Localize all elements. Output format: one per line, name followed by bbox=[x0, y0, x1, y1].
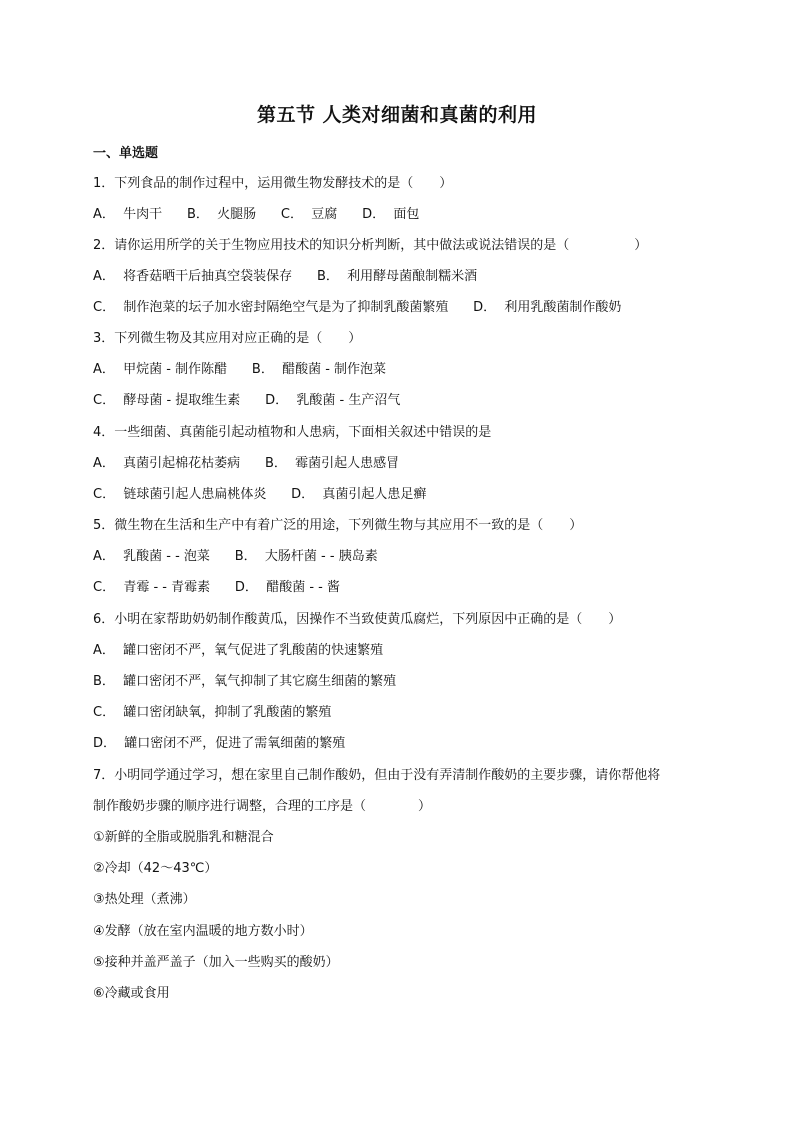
question-7-continued: 制作酸奶步骤的顺序进行调整，合理的工序是（ ） bbox=[93, 799, 432, 814]
question-3: 3．下列微生物及其应用对应正确的是（ ） bbox=[93, 331, 362, 346]
step-2: ②冷却（42～43℃） bbox=[93, 861, 218, 876]
step-6: ⑥冷藏或食用 bbox=[93, 986, 170, 1001]
question-4: 4．一些细菌、真菌能引起动植物和人患病，下面相关叙述中错误的是 bbox=[93, 425, 492, 440]
question-1-options: A． 牛肉干 B． 火腿肠 C． 豆腐 D． 面包 bbox=[93, 207, 420, 222]
question-2: 2．请你运用所学的关于生物应用技术的知识分析判断，其中做法或说法错误的是（ ） bbox=[93, 238, 648, 253]
question-6-option-a: A． 罐口密闭不严，氧气促进了乳酸菌的快速繁殖 bbox=[93, 643, 384, 658]
step-5: ⑤接种并盖严盖子（加入一些购买的酸奶） bbox=[93, 955, 339, 970]
question-6-option-c: C． 罐口密闭缺氧，抑制了乳酸菌的繁殖 bbox=[93, 705, 332, 720]
question-5-options-cd: C． 青霉 - - 青霉素 D． 醋酸菌 - - 酱 bbox=[93, 580, 340, 595]
question-1: 1．下列食品的制作过程中，运用微生物发酵技术的是（ ） bbox=[93, 176, 453, 191]
question-2-options-ab: A． 将香菇晒干后抽真空袋装保存 B． 利用酵母菌酿制糯米酒 bbox=[93, 269, 478, 284]
question-5-options-ab: A． 乳酸菌 - - 泡菜 B． 大肠杆菌 - - 胰岛素 bbox=[93, 549, 378, 564]
question-3-options-ab: A． 甲烷菌 - 制作陈醋 B． 醋酸菌 - 制作泡菜 bbox=[93, 362, 387, 377]
question-5: 5．微生物在生活和生产中有着广泛的用途，下列微生物与其应用不一致的是（ ） bbox=[93, 518, 583, 533]
question-3-options-cd: C． 酵母菌 - 提取维生素 D． 乳酸菌 - 生产沼气 bbox=[93, 393, 401, 408]
question-6: 6．小明在家帮助奶奶制作酸黄瓜，因操作不当致使黄瓜腐烂，下列原因中正确的是（ ） bbox=[93, 612, 622, 627]
question-7: 7．小明同学通过学习，想在家里自己制作酸奶，但由于没有弄清制作酸奶的主要步骤，请你帮他将 bbox=[93, 768, 661, 783]
section-heading: 一、单选题 bbox=[93, 146, 159, 161]
question-4-options-cd: C． 链球菌引起人患扁桃体炎 D． 真菌引起人患足癣 bbox=[93, 487, 427, 502]
question-4-options-ab: A． 真菌引起棉花枯萎病 B． 霉菌引起人患感冒 bbox=[93, 456, 400, 471]
question-6-option-b: B． 罐口密闭不严，氧气抑制了其它腐生细菌的繁殖 bbox=[93, 674, 397, 689]
question-2-options-cd: C． 制作泡菜的坛子加水密封隔绝空气是为了抑制乳酸菌繁殖 D． 利用乳酸菌制作酸奶 bbox=[93, 300, 622, 315]
step-3: ③热处理（煮沸） bbox=[93, 892, 196, 907]
question-6-option-d: D． 罐口密闭不严，促进了需氧细菌的繁殖 bbox=[93, 736, 346, 751]
step-4: ④发酵（放在室内温暖的地方数小时） bbox=[93, 924, 313, 939]
page-title: 第五节 人类对细菌和真菌的利用 bbox=[256, 104, 538, 126]
step-1: ①新鲜的全脂或脱脂乳和糖混合 bbox=[93, 830, 274, 845]
